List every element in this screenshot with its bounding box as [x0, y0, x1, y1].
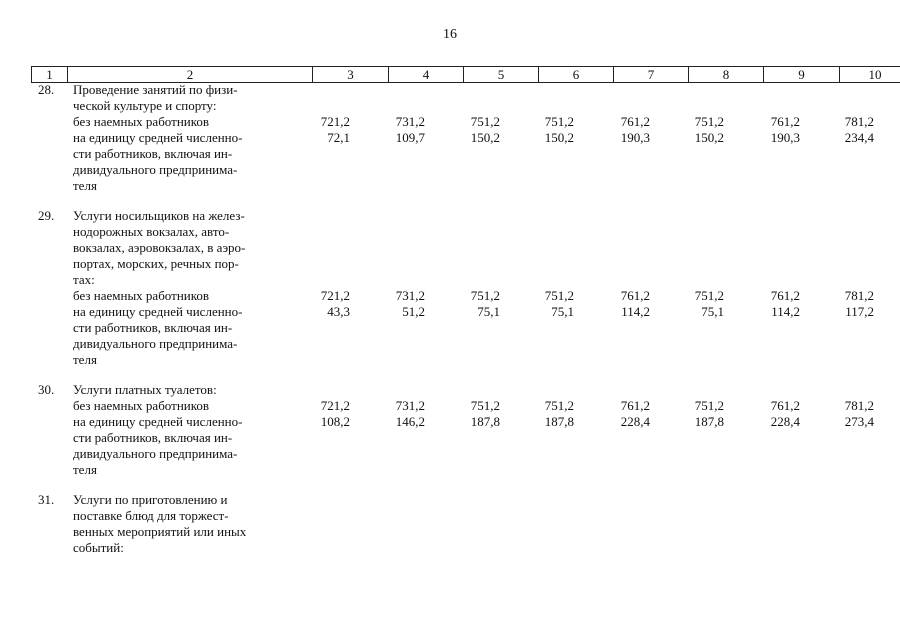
entry-line-text: теля — [73, 178, 97, 193]
table-entry — [31, 382, 880, 478]
entry-line — [31, 208, 880, 224]
entry-line-text: Проведение занятий по физи- — [73, 82, 238, 97]
column-number-row — [32, 67, 900, 83]
entry-line — [31, 98, 880, 114]
value-cell: 751,2 — [470, 398, 500, 413]
entry-line-text: теля — [73, 352, 97, 367]
entry-line-text: теля — [73, 462, 97, 477]
entry-line-text: дивидуального предпринима- — [73, 336, 238, 351]
value-cell: 228,4 — [620, 414, 650, 429]
column-number-cell: 8 — [689, 67, 764, 83]
value-cell: 731,2 — [395, 288, 425, 303]
entry-line — [31, 382, 880, 398]
entry-line — [31, 524, 880, 540]
value-cell: 761,2 — [770, 114, 800, 129]
value-cell: 114,2 — [771, 304, 800, 319]
value-cell: 781,2 — [844, 114, 874, 129]
entry-number: 28. — [38, 82, 55, 97]
value-cell: 51,2 — [402, 304, 425, 319]
table-entry — [31, 82, 880, 194]
value-cell: 75,1 — [551, 304, 574, 319]
value-cell: 751,2 — [694, 114, 724, 129]
value-cell: 731,2 — [395, 398, 425, 413]
entry-number: 31. — [38, 492, 55, 507]
entry-line-text: ческой культуре и спорту: — [73, 98, 217, 113]
entry-line-text: Услуги платных туалетов: — [73, 382, 217, 397]
entry-line — [31, 508, 880, 524]
entry-line — [31, 320, 880, 336]
value-cell: 108,2 — [320, 414, 350, 429]
entry-line — [31, 430, 880, 446]
value-cell: 751,2 — [694, 288, 724, 303]
value-cell: 187,8 — [694, 414, 724, 429]
page-number: 16 — [443, 27, 457, 42]
entry-line — [31, 272, 880, 288]
entry-line — [31, 162, 880, 178]
value-cell: 731,2 — [395, 114, 425, 129]
entry-line-text: тах: — [73, 272, 95, 287]
entry-line-text: поставке блюд для торжест- — [73, 508, 229, 523]
value-cell: 117,2 — [845, 304, 874, 319]
entry-line-text: без наемных работников — [73, 288, 210, 303]
entry-line-text: на единицу средней численно- — [73, 304, 243, 319]
entry-line — [31, 304, 880, 320]
value-cell: 751,2 — [470, 288, 500, 303]
value-cell: 751,2 — [694, 398, 724, 413]
entry-line-text: сти работников, включая ин- — [73, 320, 233, 335]
entry-line — [31, 224, 880, 240]
value-cell: 761,2 — [770, 288, 800, 303]
column-number-cell: 6 — [539, 67, 614, 83]
value-cell: 187,8 — [544, 414, 574, 429]
value-cell: 751,2 — [544, 114, 574, 129]
value-cell: 190,3 — [770, 130, 800, 145]
entry-line-text: портах, морских, речных пор- — [73, 256, 239, 271]
entry-line-text: на единицу средней численно- — [73, 130, 243, 145]
entry-line — [31, 492, 880, 508]
entry-line-text: Услуги носильщиков на желез- — [73, 208, 245, 223]
entry-line — [31, 288, 880, 304]
value-cell: 146,2 — [395, 414, 425, 429]
value-cell: 761,2 — [620, 398, 650, 413]
entry-line-text: событий: — [73, 540, 124, 555]
entry-line-text: дивидуального предпринима- — [73, 446, 238, 461]
value-cell: 721,2 — [320, 398, 350, 413]
value-cell: 234,4 — [844, 130, 874, 145]
entry-line — [31, 462, 880, 478]
table-entry — [31, 208, 880, 368]
column-number-cell: 5 — [464, 67, 539, 83]
column-header-table — [31, 66, 900, 83]
table-entry — [31, 492, 880, 556]
value-cell: 114,2 — [621, 304, 650, 319]
value-cell: 273,4 — [844, 414, 874, 429]
entry-line — [31, 130, 880, 146]
entry-line-text: вокзалах, аэровокзалах, в аэро- — [73, 240, 246, 255]
value-cell: 751,2 — [544, 398, 574, 413]
value-cell: 150,2 — [694, 130, 724, 145]
entry-line — [31, 446, 880, 462]
entry-number: 30. — [38, 382, 55, 397]
column-number-cell: 2 — [68, 67, 313, 83]
column-number-cell: 10 — [840, 67, 900, 83]
entry-line-text: сти работников, включая ин- — [73, 430, 233, 445]
entry-line — [31, 352, 880, 368]
entry-line — [31, 240, 880, 256]
value-cell: 781,2 — [844, 288, 874, 303]
value-cell: 190,3 — [620, 130, 650, 145]
entry-line — [31, 146, 880, 162]
entry-line-text: венных мероприятий или иных — [73, 524, 247, 539]
value-cell: 75,1 — [701, 304, 724, 319]
entry-line-text: без наемных работников — [73, 398, 210, 413]
value-cell: 75,1 — [477, 304, 500, 319]
value-cell: 761,2 — [620, 288, 650, 303]
column-number-cell: 1 — [32, 67, 68, 83]
value-cell: 43,3 — [327, 304, 350, 319]
value-cell: 228,4 — [770, 414, 800, 429]
value-cell: 781,2 — [844, 398, 874, 413]
value-cell: 761,2 — [620, 114, 650, 129]
entry-line — [31, 114, 880, 130]
entry-line-text: сти работников, включая ин- — [73, 146, 233, 161]
entry-line-text: дивидуального предпринима- — [73, 162, 238, 177]
entry-line — [31, 336, 880, 352]
value-cell: 72,1 — [327, 130, 350, 145]
value-cell: 721,2 — [320, 114, 350, 129]
value-cell: 751,2 — [544, 288, 574, 303]
value-cell: 761,2 — [770, 398, 800, 413]
table-body — [31, 82, 880, 570]
value-cell: 150,2 — [544, 130, 574, 145]
value-cell: 721,2 — [320, 288, 350, 303]
column-number-cell: 4 — [389, 67, 464, 83]
column-number-cell: 3 — [313, 67, 389, 83]
entry-line — [31, 414, 880, 430]
value-cell: 187,8 — [470, 414, 500, 429]
value-cell: 109,7 — [395, 130, 425, 145]
entry-line-text: на единицу средней численно- — [73, 414, 243, 429]
column-number-cell: 7 — [614, 67, 689, 83]
value-cell: 150,2 — [470, 130, 500, 145]
entry-line-text: без наемных работников — [73, 114, 210, 129]
entry-number: 29. — [38, 208, 55, 223]
entry-line — [31, 178, 880, 194]
entry-line — [31, 82, 880, 98]
column-number-cell: 9 — [764, 67, 840, 83]
entry-line — [31, 398, 880, 414]
entry-line — [31, 256, 880, 272]
entry-line-text: нодорожных вокзалах, авто- — [73, 224, 230, 239]
value-cell: 751,2 — [470, 114, 500, 129]
entry-line — [31, 540, 880, 556]
entry-line-text: Услуги по приготовлению и — [73, 492, 228, 507]
